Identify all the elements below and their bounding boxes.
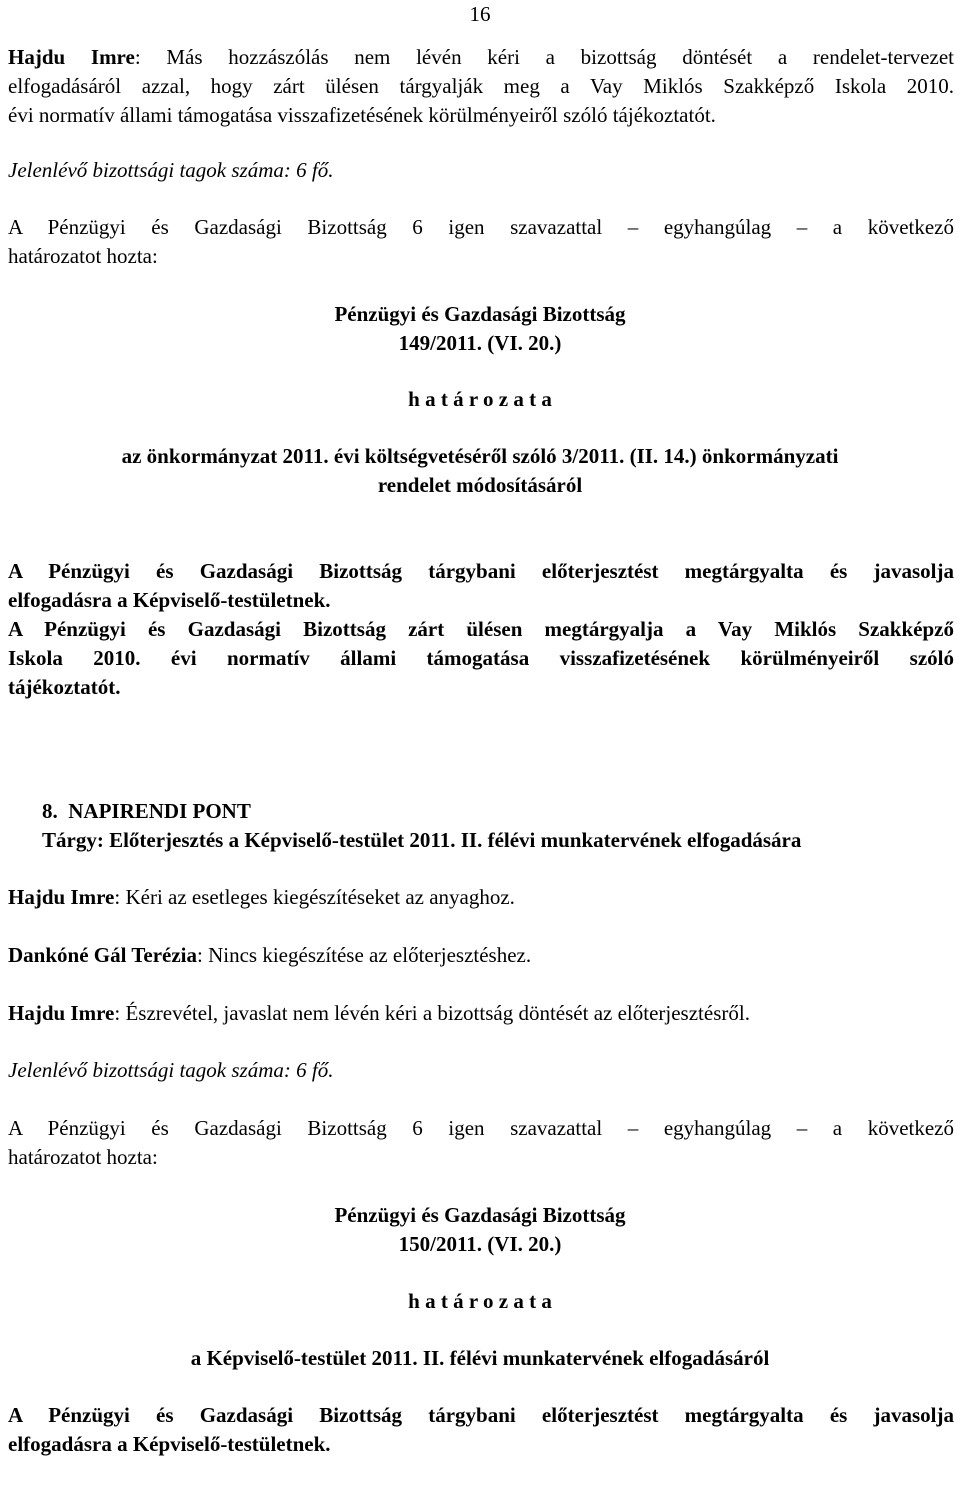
- speech-line: [8, 44, 954, 71]
- speech-line: [8, 1000, 954, 1027]
- speaker-name: Hajdu Imre: [8, 885, 115, 909]
- speech-text: : Más hozzászólás nem lévén kéri a bizottság döntését a rendelet-tervezet: [134, 45, 954, 69]
- resolution-subject: az önkormányzat 2011. évi költségvetéséről szóló 3/2011. (II. 14.) önkormányzati: [121, 444, 839, 468]
- resolution-number: 149/2011. (VI. 20.): [398, 331, 562, 355]
- resolution-body-line: Iskola 2010. évi normatív állami támogatása visszafizetésének körülményeiről szóló: [8, 646, 954, 670]
- resolution-word: h a t á r o z a t a: [408, 387, 552, 411]
- vote-line: A Pénzügyi és Gazdasági Bizottság 6 igen szavazattal – egyhangúlag – a következő: [8, 215, 954, 239]
- speaker-name: Hajdu Imre: [8, 45, 135, 69]
- speaker-name: Dankóné Gál Terézia: [8, 943, 198, 967]
- resolution-committee: Pénzügyi és Gazdasági Bizottság: [334, 302, 626, 326]
- present-members: Jelenlévő bizottsági tagok száma: 6 fő.: [8, 158, 334, 182]
- speech-text: : Nincs kiegészítése az előterjesztéshez.: [197, 943, 532, 967]
- speech-line: [8, 942, 954, 969]
- agenda-number: 8.: [42, 799, 58, 823]
- resolution-body-line: tájékoztatót.: [8, 675, 121, 699]
- vote-line: határozatot hozta:: [8, 244, 158, 268]
- resolution-body-line: elfogadásra a Képviselő-testületnek.: [8, 588, 331, 612]
- resolution-committee: Pénzügyi és Gazdasági Bizottság: [334, 1203, 626, 1227]
- speaker-name: Hajdu Imre: [8, 1001, 115, 1025]
- agenda-subject: Tárgy: Előterjesztés a Képviselő-testület 2011. II. félévi munkatervének elfogadására: [42, 828, 802, 852]
- resolution-subject: rendelet módosításáról: [377, 473, 583, 497]
- present-members: Jelenlévő bizottsági tagok száma: 6 fő.: [8, 1058, 334, 1082]
- resolution-number: 150/2011. (VI. 20.): [398, 1232, 562, 1256]
- resolution-word: h a t á r o z a t a: [408, 1289, 552, 1313]
- speech-line: [8, 884, 954, 911]
- page-number: 16: [469, 2, 491, 26]
- agenda-title: NAPIRENDI PONT: [68, 799, 251, 823]
- resolution-body-line: elfogadásra a Képviselő-testületnek.: [8, 1432, 331, 1456]
- speech-text: : Kéri az esetleges kiegészítéseket az anyaghoz.: [114, 885, 515, 909]
- vote-line: határozatot hozta:: [8, 1145, 158, 1169]
- speech-text: : Észrevétel, javaslat nem lévén kéri a bizottság döntését az előterjesztésről.: [114, 1001, 750, 1025]
- speech-line: évi normatív állami támogatása visszafizetésének körülményeiről szóló tájékoztatót.: [8, 103, 716, 127]
- resolution-body-line: A Pénzügyi és Gazdasági Bizottság tárgybani előterjesztést megtárgyalta és javasolja: [8, 559, 954, 583]
- vote-line: A Pénzügyi és Gazdasági Bizottság 6 igen szavazattal – egyhangúlag – a következő: [8, 1116, 954, 1140]
- agenda-heading: [42, 798, 960, 825]
- resolution-body-line: A Pénzügyi és Gazdasági Bizottság zárt ülésen megtárgyalja a Vay Miklós Szakképző: [8, 617, 954, 641]
- speech-line: elfogadásáról azzal, hogy zárt ülésen tárgyalják meg a Vay Miklós Szakképző Iskola 2010.: [8, 74, 954, 98]
- resolution-subject: a Képviselő-testület 2011. II. félévi munkatervének elfogadásáról: [190, 1346, 770, 1370]
- resolution-body-line: A Pénzügyi és Gazdasági Bizottság tárgybani előterjesztést megtárgyalta és javasolja: [8, 1403, 954, 1427]
